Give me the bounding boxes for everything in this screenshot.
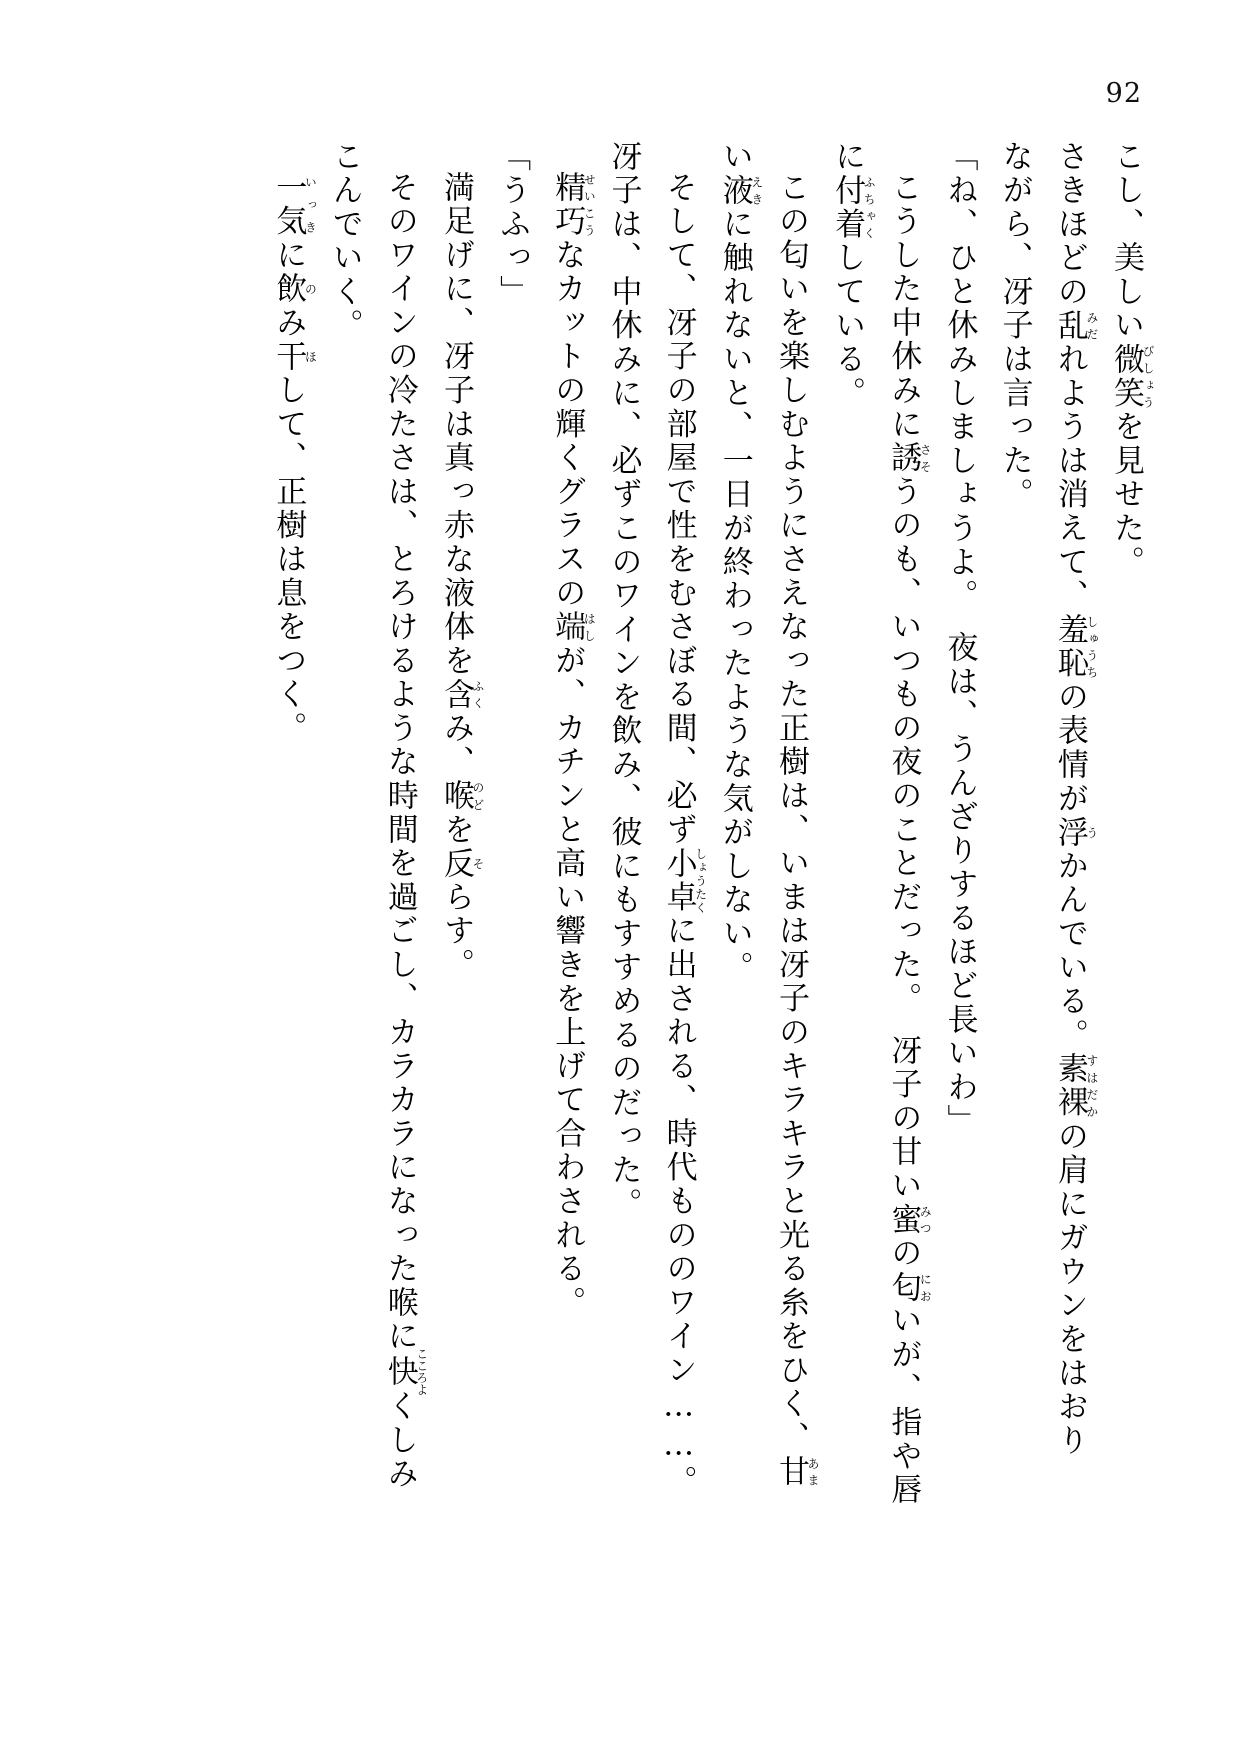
paragraph: 精巧せいこうなカットの輝くグラスの端はしが、カチンと高い響きを上げて合わされる。	[549, 171, 597, 1320]
ruby-text: 誘さそ	[885, 441, 933, 476]
ruby-text: 液えき	[716, 173, 764, 208]
paragraph: この匂いを楽しむようにさえなった正樹は、いまは冴子のキラキラと光る糸をひく、甘あま	[772, 171, 820, 1489]
ruby-text: 乱みだ	[1051, 308, 1099, 343]
page-number: 92	[1105, 78, 1142, 109]
ruby-text: 端はし	[549, 610, 597, 645]
paragraph: 一気いっきに飲のみ干ほして、正樹は息をつく。	[270, 171, 318, 746]
paragraph: 「ね、ひと休みしましょうよ。 夜は、うんざりするほど長いわ」	[941, 140, 978, 1139]
ruby-text: 飲の	[270, 272, 318, 307]
paragraph: 冴子は、中休みに、必ずこのワインを飲み、彼にもすすめるのだった。	[605, 140, 642, 1222]
ruby-text: 甘あま	[772, 1455, 820, 1489]
ruby-text: 浮う	[1051, 815, 1099, 850]
ruby-text: 小卓しょうたく	[660, 846, 708, 915]
paragraph: さきほどの乱みだれようは消えて、羞恥しゅうちの表情が浮うかんでいる。素裸すはだかの肩にガウンをはおり	[1051, 140, 1099, 1458]
ruby-text: 干ほ	[270, 339, 318, 374]
paragraph: に付着ふちゃくしている。	[829, 140, 877, 411]
ruby-text: 喉のど	[437, 779, 485, 814]
paragraph: ながら、冴子は言った。	[996, 140, 1033, 512]
ruby-text: 付着ふちゃく	[829, 173, 877, 242]
ruby-text: 素裸すはだか	[1051, 1052, 1099, 1120]
ruby-text: 羞恥しゅうち	[1051, 613, 1099, 681]
paragraph: い液えきに触れないと、一日が終わったような気がしない。	[716, 140, 764, 985]
ruby-text: 蜜みつ	[885, 1203, 933, 1237]
paragraph: こし、美しい微笑びしょうを見せた。	[1108, 140, 1155, 580]
ruby-text: 匂にお	[885, 1270, 933, 1305]
ruby-text: 快こころよ	[381, 1347, 429, 1396]
ruby-text: 反そ	[437, 846, 485, 881]
paragraph: 「うふっ」	[494, 140, 531, 309]
paragraph: 満足げに、冴子は真っ赤な液体を含ふくみ、喉のどを反そらす。	[437, 171, 485, 983]
paragraph: そのワインの冷たさは、とろけるような時間を過ごし、カラカラになった喉に快こころよくしみ	[381, 171, 429, 1492]
ruby-text: 含ふく	[437, 677, 485, 712]
paragraph: こんでいく。	[326, 140, 363, 343]
paragraph: こうした中休みに誘さそうのも、いつもの夜のことだった。 冴子の甘い蜜みつの匂においが、指や唇	[885, 171, 933, 1508]
body-text-block	[120, 140, 1154, 1632]
ruby-text: 一気いっき	[270, 171, 318, 239]
ruby-text: 微笑びしょう	[1108, 342, 1155, 411]
ruby-text: 精巧せいこう	[549, 171, 597, 239]
paragraph: そして、冴子の部屋で性をむさぼる間、必ず小卓しょうたくに出される、時代もののワイン……。	[660, 171, 708, 1499]
